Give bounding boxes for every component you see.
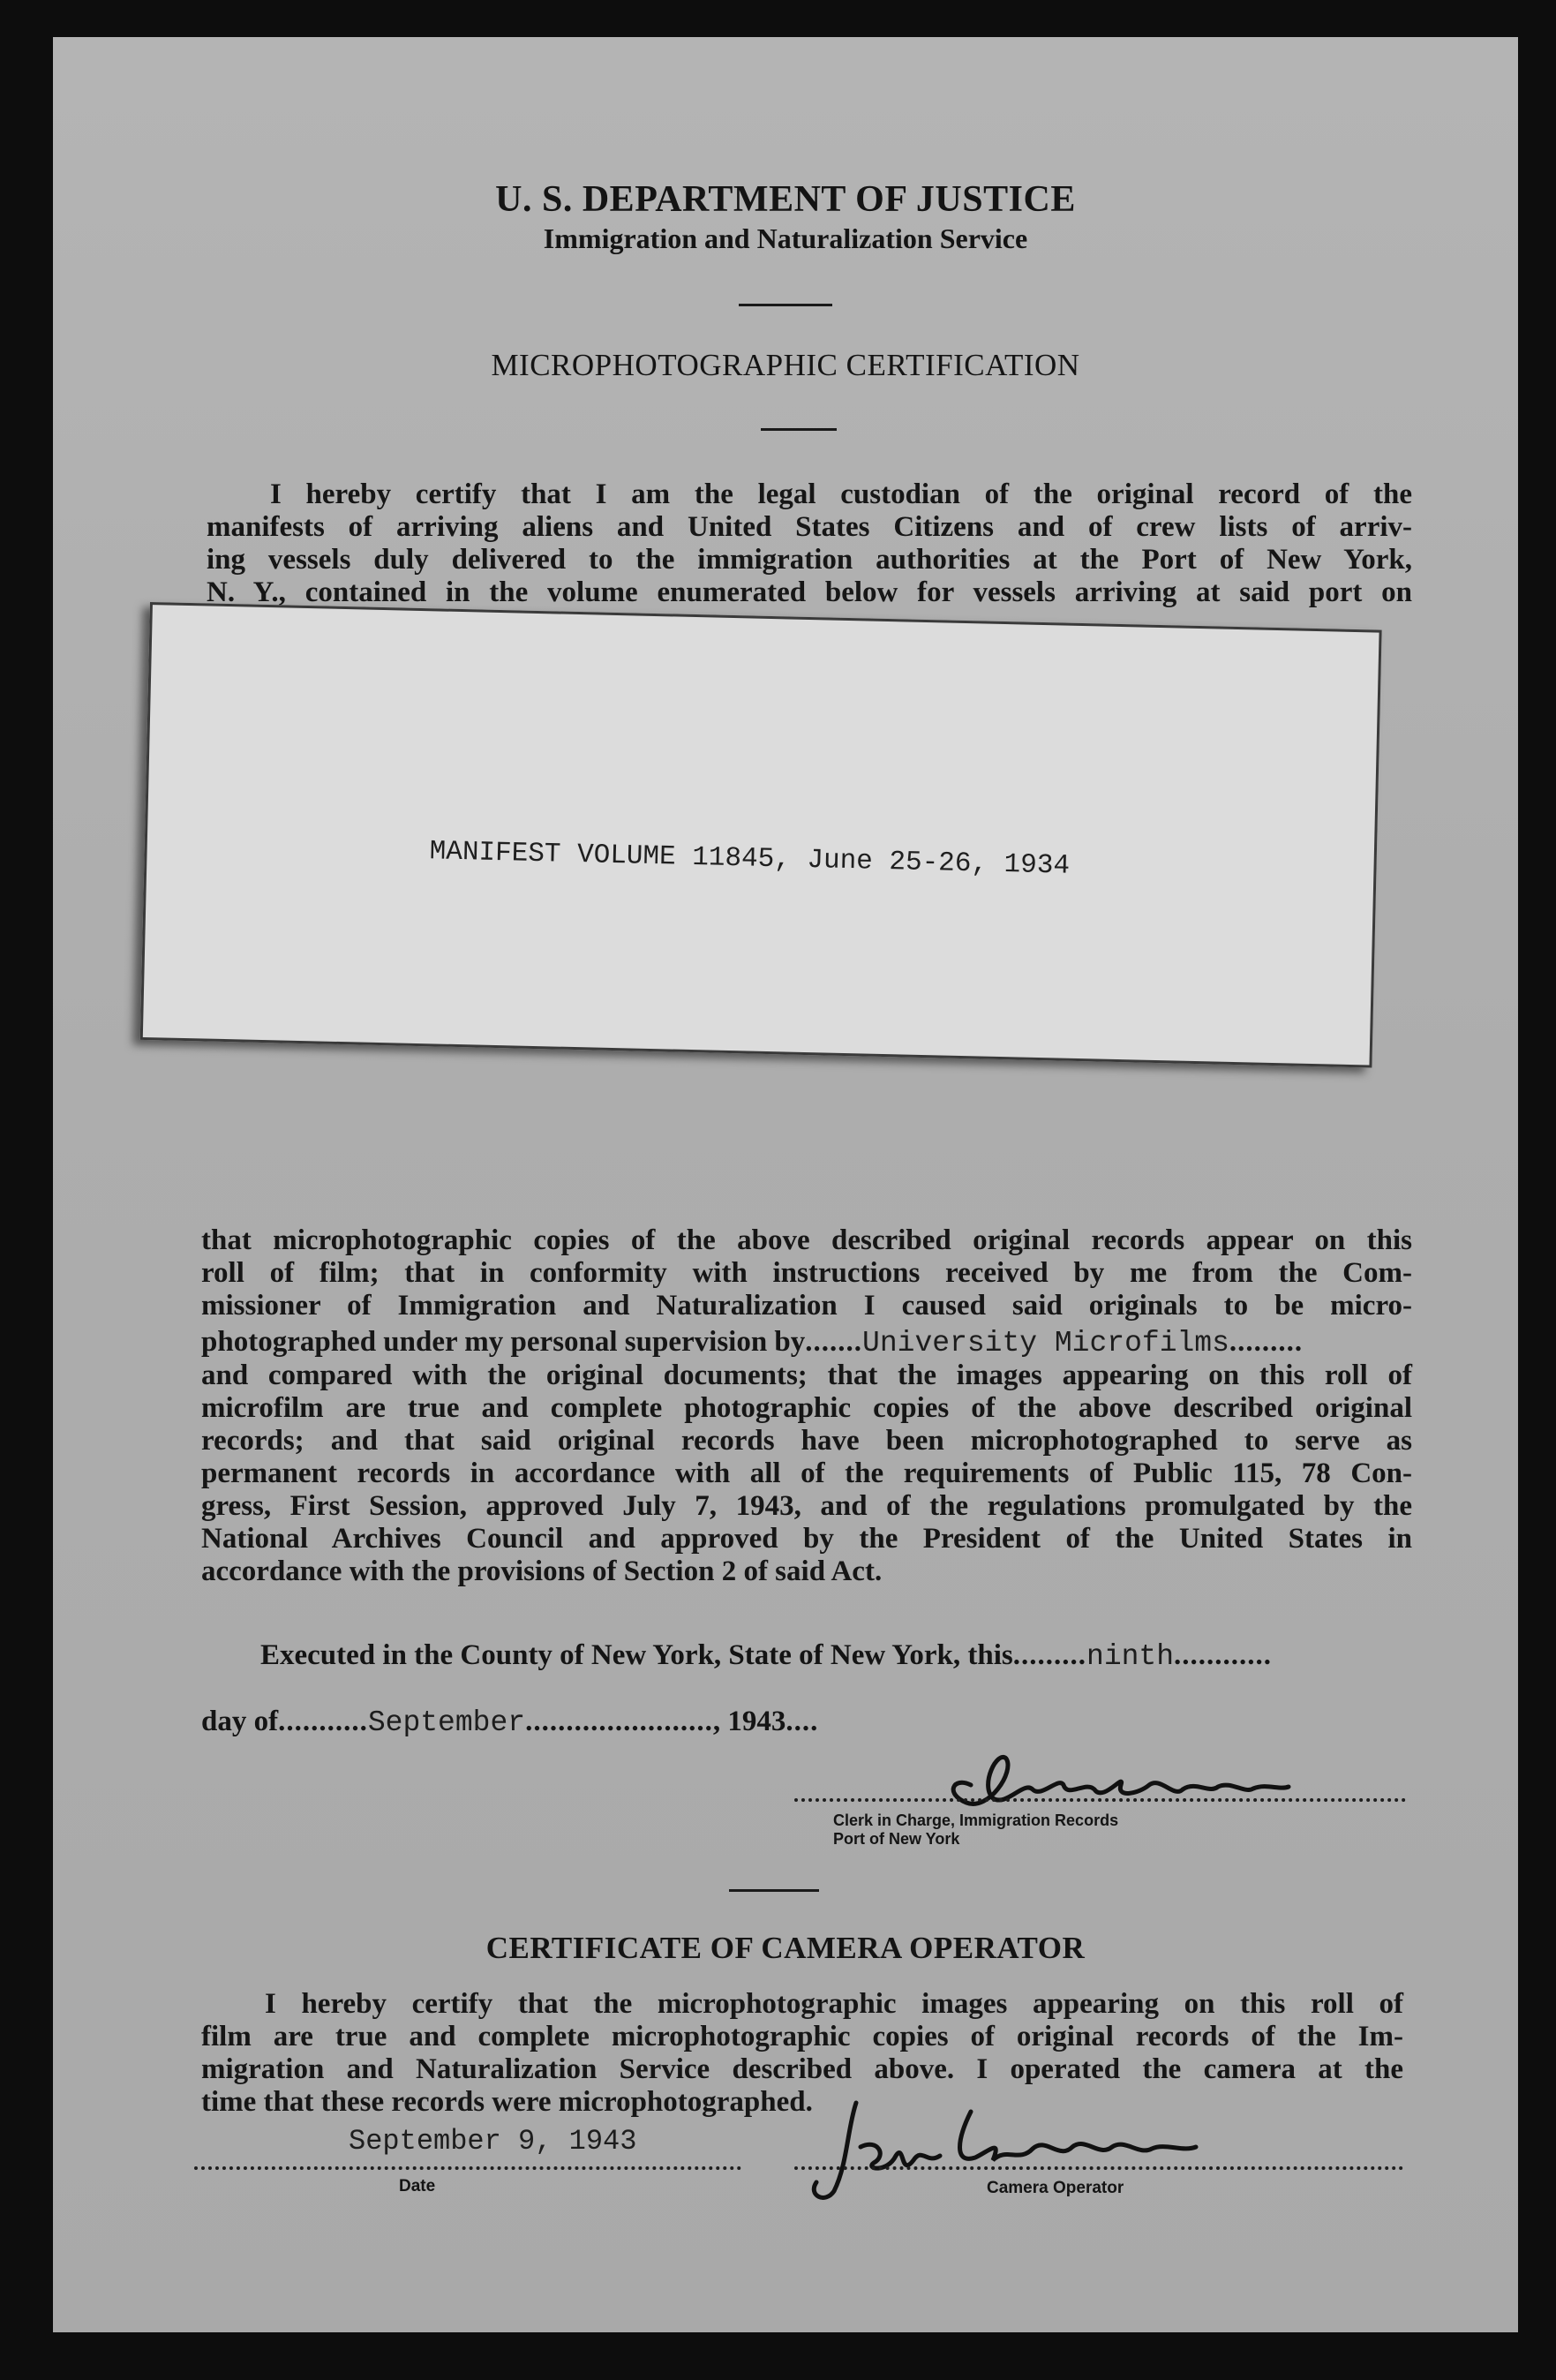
body-line: gress, First Session, approved July 7, 1943, and of the regulations promulgated by the — [201, 1490, 1412, 1522]
clerk-signature-line — [794, 1798, 1406, 1802]
clerk-caption: Clerk in Charge, Immigration Records Port of New York — [833, 1811, 1119, 1848]
operator-label: Camera Operator — [987, 2179, 1124, 2197]
divider — [761, 428, 837, 431]
manifest-volume-text: MANIFEST VOLUME 11845, June 25-26, 1934 — [429, 836, 1071, 882]
body-paragraph — [201, 1224, 1412, 1588]
service-subheading: Immigration and Naturalization Service — [543, 222, 1028, 254]
intro-line: manifests of arriving aliens and United States Citizens and of crew lists of arriv- — [207, 511, 1412, 543]
body-line: permanent records in accordance with all of the requirements of Public 115, 78 Con- — [201, 1457, 1412, 1489]
camera-line: time that these records were microphotographed. — [201, 2086, 813, 2118]
execution-year: , 1943 — [712, 1706, 786, 1737]
inserted-volume-card — [140, 602, 1382, 1068]
body-line: National Archives Council and approved by the President of the United States in — [201, 1523, 1412, 1555]
day-of-line: day of...........September......................., 1943.... — [201, 1706, 819, 1739]
operator-signature-line — [794, 2166, 1403, 2170]
intro-line: I hereby certify that I am the legal custodian of the original record of the — [270, 478, 1412, 510]
camera-line: I hereby certify that the microphotographic images appearing on this roll of — [265, 1988, 1403, 2020]
supervision-prefix: photographed under my personal supervision by — [201, 1326, 806, 1358]
supervision-line: photographed under my personal supervision by.......University Microfilms......... — [201, 1326, 1304, 1359]
execution-day: ninth — [1086, 1640, 1175, 1673]
body-line: records; and that said original records have been microphotographed to serve as — [201, 1425, 1412, 1457]
execution-line: Executed in the County of New York, State of New York, this.........ninth............ — [260, 1639, 1273, 1673]
camera-line: migration and Naturalization Service described above. I operated the camera at the — [201, 2053, 1403, 2085]
document-title: MICROPHOTOGRAPHIC CERTIFICATION — [491, 348, 1080, 382]
certificate-sheet — [53, 37, 1518, 2332]
body-line: microfilm are true and complete photographic copies of the above described original — [201, 1392, 1412, 1424]
intro-line: N. Y., contained in the volume enumerated below for vessels arriving at said port on — [207, 576, 1412, 608]
camera-line: film are true and complete microphotographic copies of original records of the Im- — [201, 2021, 1403, 2052]
divider — [739, 304, 832, 306]
date-line — [194, 2166, 741, 2170]
divider — [729, 1889, 819, 1892]
body-line: roll of film; that in conformity with instructions received by me from the Com- — [201, 1257, 1412, 1289]
day-of-label: day of — [201, 1706, 279, 1737]
camera-date: September 9, 1943 — [349, 2125, 637, 2158]
body-line: and compared with the original documents; that the images appearing on this roll of — [201, 1359, 1412, 1391]
intro-paragraph — [207, 478, 1412, 609]
supervision-filled: University Microfilms — [862, 1327, 1229, 1359]
department-heading: U. S. DEPARTMENT OF JUSTICE — [495, 179, 1076, 220]
camera-certificate-title: CERTIFICATE OF CAMERA OPERATOR — [485, 1931, 1086, 1965]
execution-month: September — [367, 1706, 526, 1739]
date-label: Date — [399, 2177, 436, 2195]
execution-prefix: Executed in the County of New York, State of New York, this — [260, 1639, 1013, 1671]
body-line: that microphotographic copies of the above described original records appear on this — [201, 1224, 1412, 1256]
body-line: accordance with the provisions of Section 2 of said Act. — [201, 1555, 883, 1587]
body-line: missioner of Immigration and Naturalization I caused said originals to be micro- — [201, 1290, 1412, 1322]
intro-line: ing vessels duly delivered to the immigration authorities at the Port of New York, — [207, 544, 1412, 576]
